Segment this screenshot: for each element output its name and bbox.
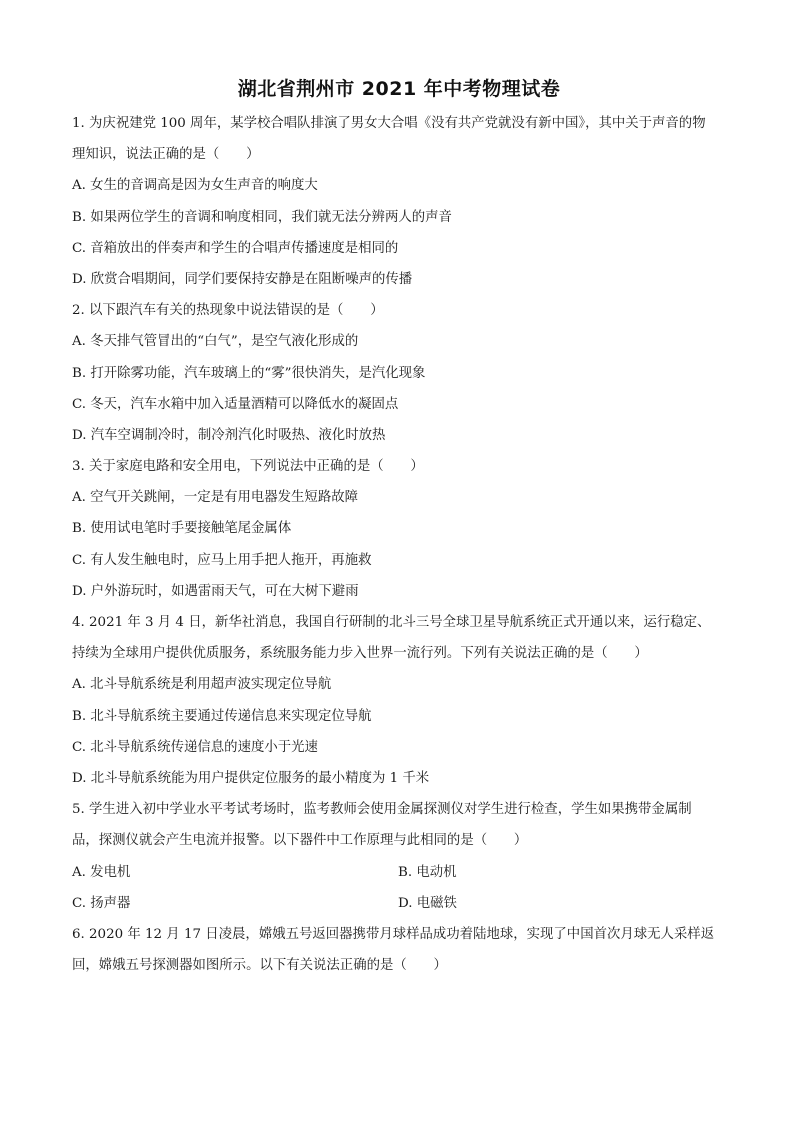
question-4-option-b: B. 北斗导航系统主要通过传递信息来实现定位导航 <box>72 708 372 724</box>
question-3 <box>72 451 726 607</box>
question-3-option-c: C. 有人发生触电时，应马上用手把人拖开，再施救 <box>72 552 372 568</box>
question-4-option-c: C. 北斗导航系统传递信息的速度小于光速 <box>72 739 318 755</box>
question-5-option-b: B. 电动机 <box>398 864 457 880</box>
question-5-stem-line-1: 5. 学生进入初中学业水平考试考场时，监考教师会使用金属探测仪对学生进行检查，学生如果携带金属制 <box>72 802 692 818</box>
page-title: 湖北省荆州市 2021 年中考物理试卷 <box>237 78 561 100</box>
question-5-options-row-2 <box>72 888 726 919</box>
question-4 <box>72 607 726 794</box>
question-2-option-c: C. 冬天，汽车水箱中加入适量酒精可以降低水的凝固点 <box>72 396 399 412</box>
question-2-option-a: A. 冬天排气管冒出的“白气”，是空气液化形成的 <box>72 334 359 350</box>
question-4-option-d: D. 北斗导航系统能为用户提供定位服务的最小精度为 1 千米 <box>72 770 430 786</box>
question-4-stem-line-1: 4. 2021 年 3 月 4 日，新华社消息，我国自行研制的北斗三号全球卫星导航系统正式开通以来，运行稳定、 <box>72 615 711 630</box>
question-3-option-b: B. 使用试电笔时手要接触笔尾金属体 <box>72 521 292 537</box>
question-5-option-c: C. 扬声器 <box>72 895 131 911</box>
question-3-option-d: D. 户外游玩时，如遇雷雨天气，可在大树下避雨 <box>72 583 359 599</box>
question-1-stem-line-1: 1. 为庆祝建党 100 周年，某学校合唱队排演了男女大合唱《没有共产党就没有新中国》，其中关于声音的物 <box>72 116 706 131</box>
question-1 <box>72 108 726 295</box>
question-3-option-a: A. 空气开关跳闸，一定是有用电器发生短路故障 <box>72 490 358 506</box>
question-1-option-b: B. 如果两位学生的音调和响度相同，我们就无法分辨两人的声音 <box>72 209 452 225</box>
question-2 <box>72 295 726 451</box>
question-1-option-d: D. 欣赏合唱期间，同学们要保持安静是在阻断噪声的传播 <box>72 271 413 287</box>
question-5-option-a: A. 发电机 <box>72 864 131 880</box>
question-5-option-d: D. 电磁铁 <box>398 895 457 911</box>
question-4-option-a: A. 北斗导航系统是利用超声波实现定位导航 <box>72 677 332 693</box>
question-5-stem-line-2: 品，探测仪就会产生电流并报警。以下器件中工作原理与此相同的是（ ） <box>72 833 528 849</box>
question-6-stem-line-1: 6. 2020 年 12 月 17 日凌晨，嫦娥五号返回器携带月球样品成功着陆地球，实现了中国首次月球无人采样返 <box>72 926 715 942</box>
question-6 <box>72 919 726 981</box>
question-1-option-a: A. 女生的音调高是因为女生声音的响度大 <box>72 178 318 194</box>
question-1-option-c: C. 音箱放出的伴奏声和学生的合唱声传播速度是相同的 <box>72 240 399 256</box>
question-2-stem-line-1: 2. 以下跟汽车有关的热现象中说法错误的是（ ） <box>72 303 384 319</box>
question-3-stem-line-1: 3. 关于家庭电路和安全用电，下列说法中正确的是（ ） <box>72 459 424 475</box>
question-list <box>72 108 726 981</box>
question-2-option-d: D. 汽车空调制冷时，制冷剂汽化时吸热、液化时放热 <box>72 427 386 443</box>
question-2-option-b: B. 打开除雾功能，汽车玻璃上的“雾”很快消失，是汽化现象 <box>72 365 426 381</box>
question-1-stem-line-2: 理知识，说法正确的是（ ） <box>72 147 260 163</box>
question-6-stem-line-2: 回，嫦娥五号探测器如图所示。以下有关说法正确的是（ ） <box>72 958 447 974</box>
question-5-options-row-1 <box>72 857 726 888</box>
question-4-stem-line-2: 持续为全球用户提供优质服务，系统服务能力步入世界一流行列。下列有关说法正确的是（ ） <box>72 646 648 662</box>
question-5 <box>72 794 726 919</box>
